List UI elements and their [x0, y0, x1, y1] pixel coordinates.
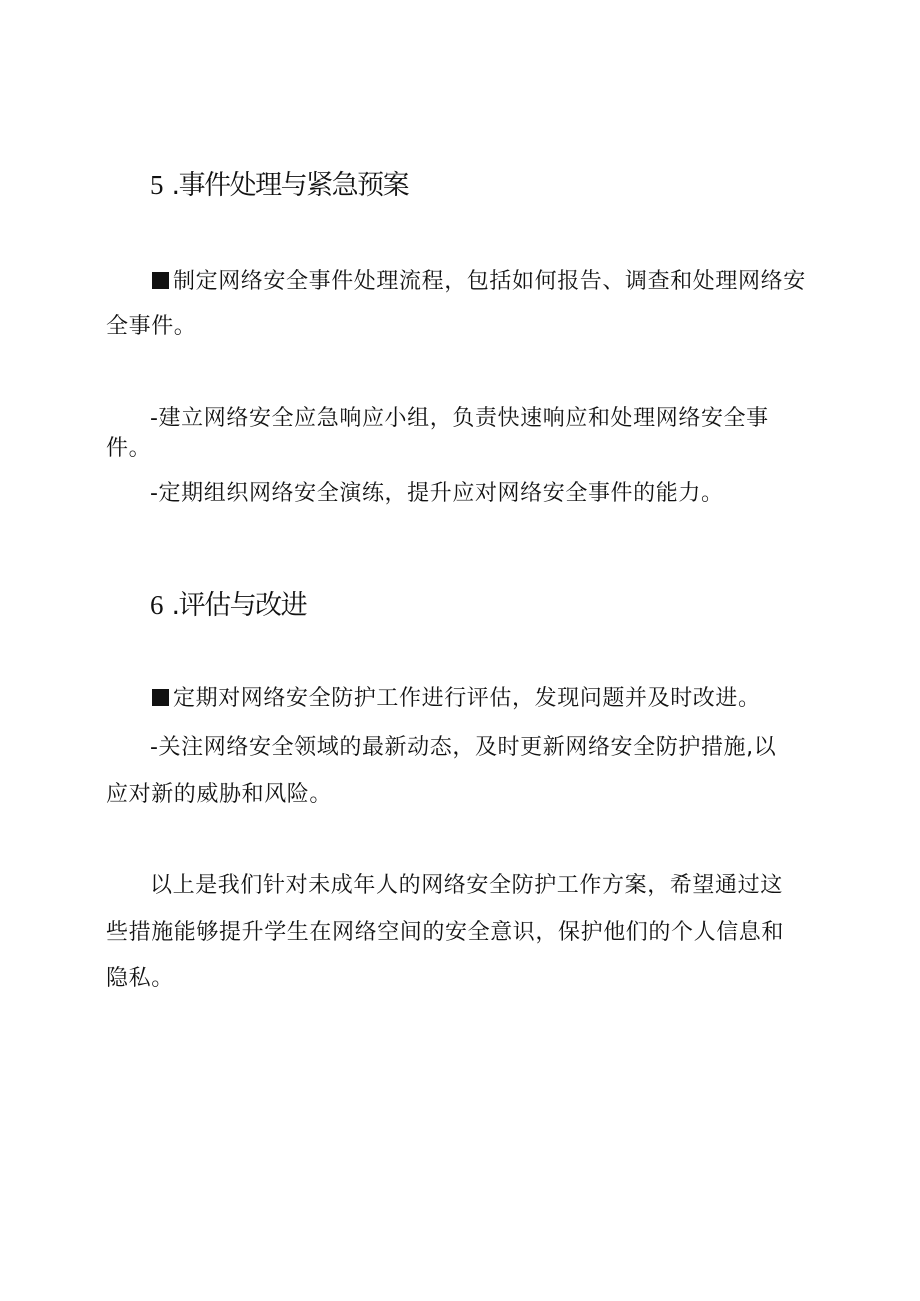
section-5-heading	[150, 168, 408, 203]
dash-marker: -	[150, 735, 159, 760]
dash-marker: -	[150, 481, 159, 506]
text-line: 些措施能够提升学生在网络空间的安全意识，保护他们的个人信息和	[106, 920, 785, 945]
section-number: 6	[150, 590, 164, 620]
dash-marker: -	[150, 406, 159, 431]
conclusion-continuation	[106, 962, 174, 996]
text: 关注网络安全领域的最新动态，及时更新网络安全防护措施,以	[158, 735, 777, 760]
text-line: 以上是我们针对未成年人的网络安全防护工作方案，希望通过这	[150, 873, 783, 898]
text-line: 隐私。	[106, 966, 174, 991]
section-number: 5	[150, 170, 164, 200]
square-bullet-icon	[152, 689, 169, 706]
text-line: 全事件。	[106, 314, 197, 339]
text-line	[150, 731, 776, 765]
paragraph	[152, 265, 806, 299]
section-title: .评估与改进	[171, 590, 307, 621]
paragraph-continuation	[106, 432, 151, 466]
text-line: 件。	[106, 436, 152, 461]
text-line	[152, 682, 761, 716]
paragraph-continuation	[106, 310, 196, 344]
text: 定期对网络安全防护工作进行评估，发现问题并及时改进。	[173, 686, 761, 711]
paragraph	[150, 402, 769, 436]
section-title: .事件处理与紧急预案	[171, 170, 409, 201]
text-line	[152, 265, 806, 299]
paragraph	[152, 682, 761, 716]
text: 建立网络安全应急响应小组，负责快速响应和处理网络安全事	[158, 406, 769, 431]
paragraph-continuation	[106, 778, 332, 812]
paragraph	[150, 731, 776, 765]
conclusion-paragraph	[150, 869, 783, 903]
square-bullet-icon	[152, 272, 169, 289]
paragraph	[150, 477, 724, 511]
text-line	[150, 402, 769, 436]
section-6-heading	[150, 588, 306, 623]
text-line	[150, 477, 724, 511]
text-line: 应对新的威胁和风险。	[106, 782, 333, 807]
conclusion-continuation	[106, 916, 784, 950]
text: 定期组织网络安全演练，提升应对网络安全事件的能力。	[158, 481, 724, 506]
text: 制定网络安全事件处理流程，包括如何报告、调查和处理网络安	[173, 269, 806, 294]
